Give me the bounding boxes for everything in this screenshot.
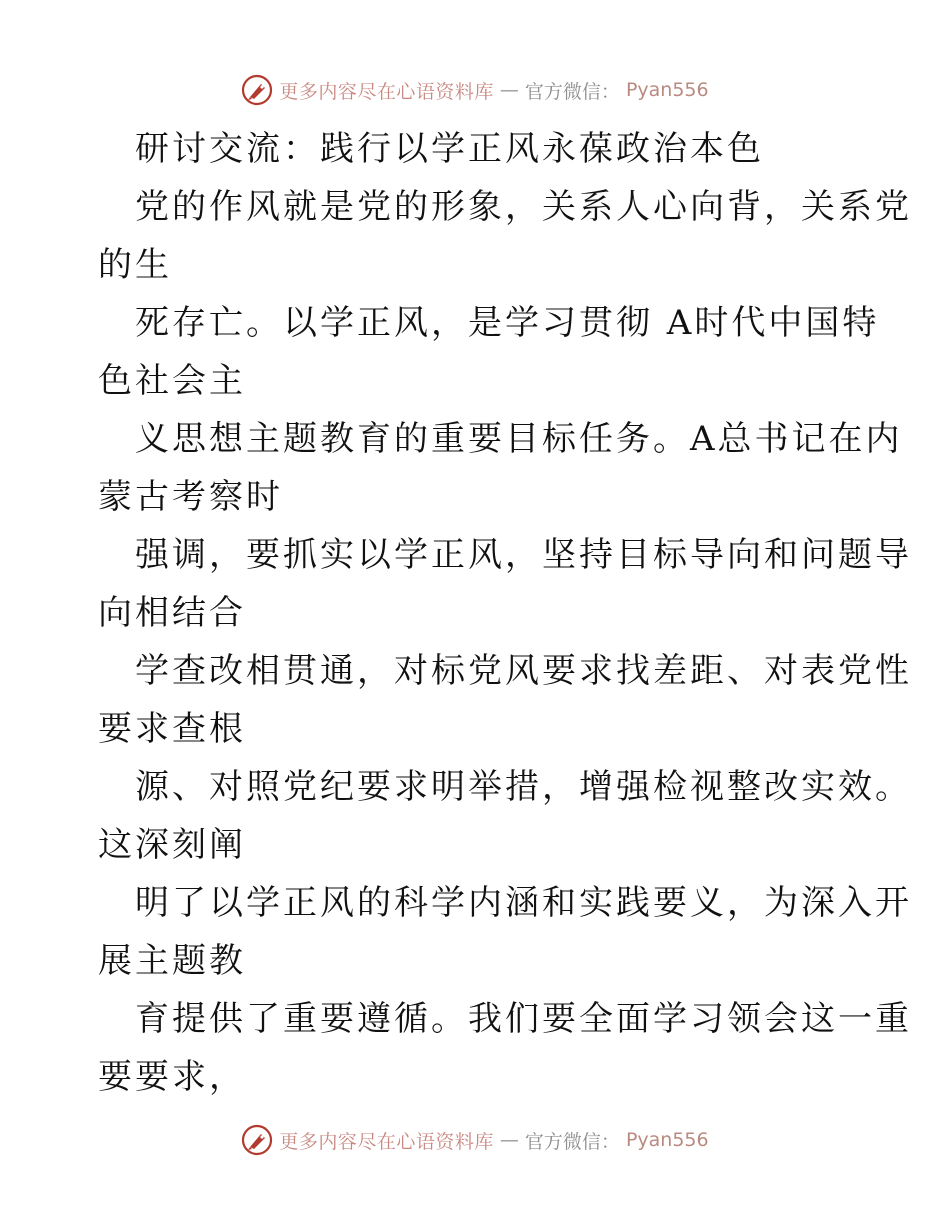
text-line: 党的作风就是党的形象，关系人心向背，关系党 xyxy=(135,187,912,227)
pen-nib-seal-icon xyxy=(241,1124,273,1156)
text-line: 要求查根 xyxy=(98,709,246,749)
document-title: 研讨交流：践行以学正风永葆政治本色 xyxy=(135,129,764,169)
watermark-wechat-label: 官方微信： xyxy=(524,80,620,103)
watermark-text: 更多内容尽在心语资料库 xyxy=(279,80,494,103)
text-line: 色社会主 xyxy=(98,361,246,401)
text-line: 这深刻阐 xyxy=(98,825,246,865)
document-body xyxy=(98,120,912,1106)
watermark-wechat-id: Pyan556 xyxy=(625,1129,709,1151)
text-line: 强调，要抓实以学正风，坚持目标导向和问题导 xyxy=(135,535,912,575)
watermark-text: 更多内容尽在心语资料库 xyxy=(279,1130,494,1153)
watermark-dash: — xyxy=(499,79,519,101)
pen-nib-seal-icon xyxy=(241,74,273,106)
watermark-dash: — xyxy=(499,1129,519,1151)
text-line: 源、对照党纪要求明举措，增强检视整改实效。 xyxy=(135,767,912,807)
watermark-wechat-label: 官方微信： xyxy=(524,1130,620,1153)
text-line: 死存亡。以学正风，是学习贯彻 A时代中国特 xyxy=(135,303,880,343)
text-line: 明了以学正风的科学内涵和实践要义，为深入开 xyxy=(135,883,912,923)
text-line: 学查改相贯通，对标党风要求找差距、对表党性 xyxy=(135,651,912,691)
text-line: 要要求， xyxy=(98,1057,246,1097)
header-watermark xyxy=(0,70,950,110)
text-line: 义思想主题教育的重要目标任务。A总书记在内 xyxy=(135,419,903,459)
text-line: 向相结合 xyxy=(98,593,246,633)
text-line: 育提供了重要遵循。我们要全面学习领会这一重 xyxy=(135,999,912,1039)
text-line: 的生 xyxy=(98,245,172,285)
text-line: 展主题教 xyxy=(98,941,246,981)
footer-watermark xyxy=(0,1120,950,1160)
text-line: 蒙古考察时 xyxy=(98,477,283,517)
watermark-wechat-id: Pyan556 xyxy=(625,79,709,101)
